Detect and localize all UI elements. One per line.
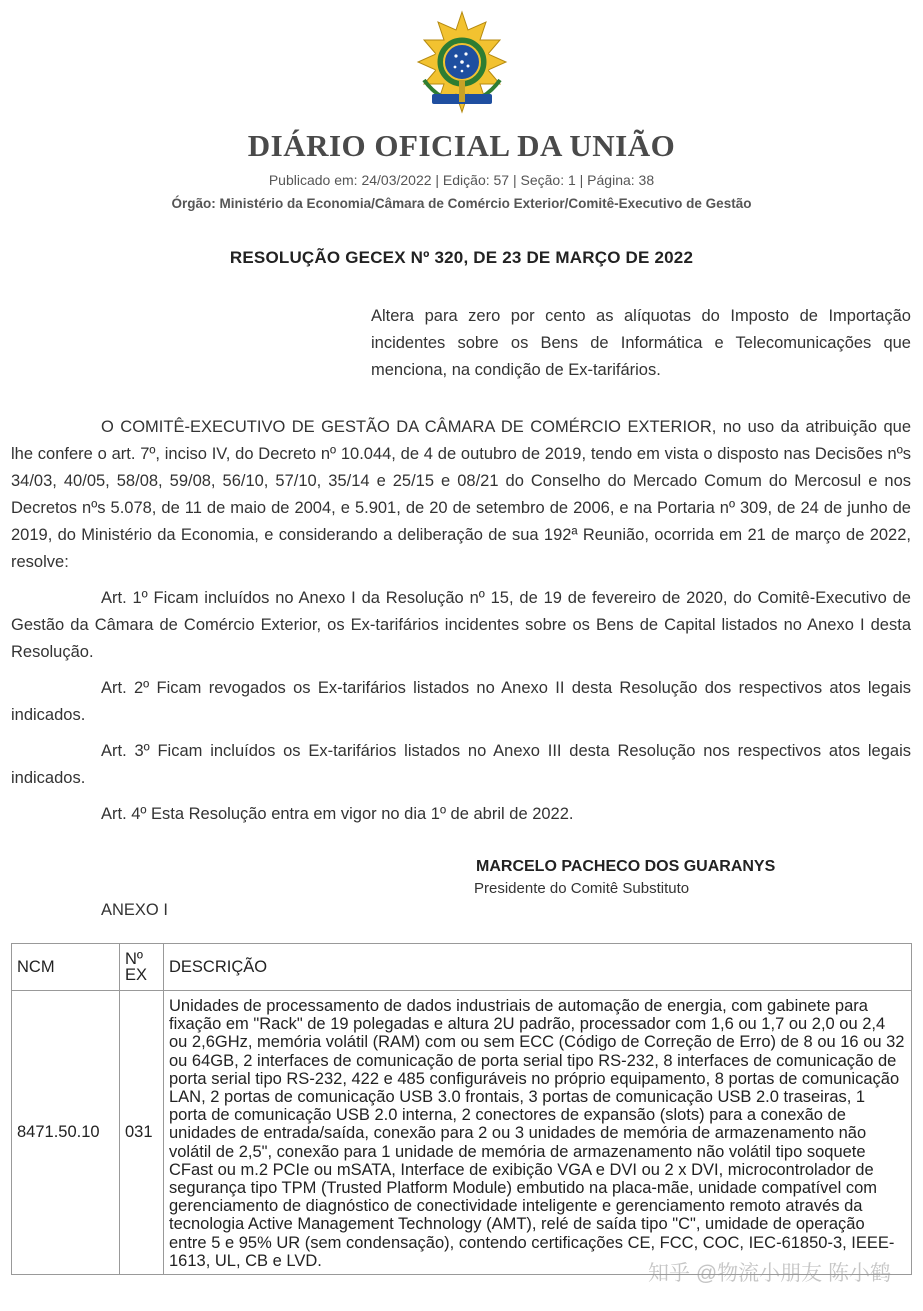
column-header-ncm: NCM	[12, 944, 120, 991]
ncm-cell: 8471.50.10	[12, 991, 120, 1275]
annex-label: ANEXO I	[101, 901, 168, 919]
resolution-title: RESOLUÇÃO GECEX Nº 320, DE 23 DE MARÇO DE 2022	[229, 248, 694, 267]
table-header-row	[12, 944, 912, 991]
description-cell: Unidades de processamento de dados industriais de automação de energia, com gabinete para fixação em "Rack" de 19 polegadas e altura 2U padrão, processador com 1,6 ou 1,7 ou 2,0 ou 2,4 ou 2,6GHz, memória volátil (RAM) com ou sem ECC (Código de Correção de Erro) de 8 ou 16 ou 32 ou 64GB, 2 interfaces de comunicação de porta serial tipo RS-232, 8 interfaces de comunicação de porta serial tipo RS-232, 422 e 485 configuráveis no próprio equipamento, 8 portas de comunicação LAN, 2 portas de comunicação USB 3.0 frontais, 3 portas de comunicação USB 2.0 traseiras, 1 porta de comunicação USB 2.0 interna, 2 conectores de expansão (slots) para a conexão de unidades de entrada/saída, conexão para 2 ou 3 unidades de memória de armazenamento não volátil de 2,5", conexão para 1 unidade de memória de armazenamento não volátil tipo soquete CFast ou m.2 PCIe ou mSATA, Interface de exibição VGA e DVI ou 2 x DVI, microcontrolador de segurança tipo TPM (Trusted Platform Module) embutido na placa-mãe, unidade compatível com gerenciamento de diagnóstico de conectividade inteligente e gerenciamento remoto através da tecnologia Active Management Technology (AMT), relé de saída tipo "C", umidade de operação entre 5 e 95% UR (sem condensação), contendo certificações CE, FCC, COC, IEC-61850-3, IEEE-1613, UL, CB e LVD.	[164, 991, 912, 1275]
article-1: Art. 1º Ficam incluídos no Anexo I da Resolução nº 15, de 19 de fevereiro de 2020, do Comitê-Executivo de Gestão da Câmara de Comércio Exterior, os Ex-tarifários incidentes sobre os Bens de Capital listados no Anexo I desta Resolução.	[11, 589, 911, 661]
ex-cell: 031	[120, 991, 164, 1275]
article-3: Art. 3º Ficam incluídos os Ex-tarifários listados no Anexo III desta Resolução nos respectivos atos legais indicados.	[11, 742, 911, 787]
resolution-body	[11, 414, 911, 837]
resolution-summary: Altera para zero por cento as alíquotas do Imposto de Importação incidentes sobre os Bens de Informática e Telecomunicações que menciona, na condição de Ex-tarifários.	[371, 307, 911, 379]
brazil-coat-of-arms-icon	[410, 10, 514, 114]
watermark: 知乎 @物流小朋友 陈小鹤	[648, 1262, 891, 1285]
column-header-ex: Nº EX	[120, 944, 164, 991]
preamble-paragraph: O COMITÊ-EXECUTIVO DE GESTÃO DA CÂMARA DE COMÉRCIO EXTERIOR, no uso da atribuição que lhe confere o art. 7º, inciso IV, do Decreto nº 10.044, de 4 de outubro de 2019, tendo em vista o disposto nas Decisões nºs 34/03, 40/05, 58/08, 59/08, 56/10, 57/10, 35/14 e 25/15 e 08/21 do Conselho do Mercado Comum do Mercosul e nos Decretos nºs 5.078, de 11 de maio de 2004, e 5.901, de 20 de setembro de 2006, e na Portaria nº 309, de 24 de junho de 2019, do Ministério da Economia, e considerando a deliberação de sua 192ª Reunião, ocorrida em 21 de março de 2022, resolve:	[11, 418, 911, 571]
article-4: Art. 4º Esta Resolução entra em vigor no dia 1º de abril de 2022.	[101, 805, 574, 823]
annex-table	[11, 943, 912, 1275]
issuing-body: Órgão: Ministério da Economia/Câmara de Comércio Exterior/Comitê-Executivo de Gestão	[171, 196, 752, 211]
publication-info: Publicado em: 24/03/2022 | Edição: 57 | Seção: 1 | Página: 38	[268, 172, 655, 188]
article-2: Art. 2º Ficam revogados os Ex-tarifários listados no Anexo II desta Resolução dos respectivos atos legais indicados.	[11, 679, 911, 724]
column-header-description: DESCRIÇÃO	[164, 944, 912, 991]
journal-title: DIÁRIO OFICIAL DA UNIÃO	[247, 128, 676, 163]
signer-role: Presidente do Comitê Substituto	[474, 880, 690, 897]
signer-name: MARCELO PACHECO DOS GUARANYS	[476, 858, 776, 875]
table-row	[12, 991, 912, 1275]
